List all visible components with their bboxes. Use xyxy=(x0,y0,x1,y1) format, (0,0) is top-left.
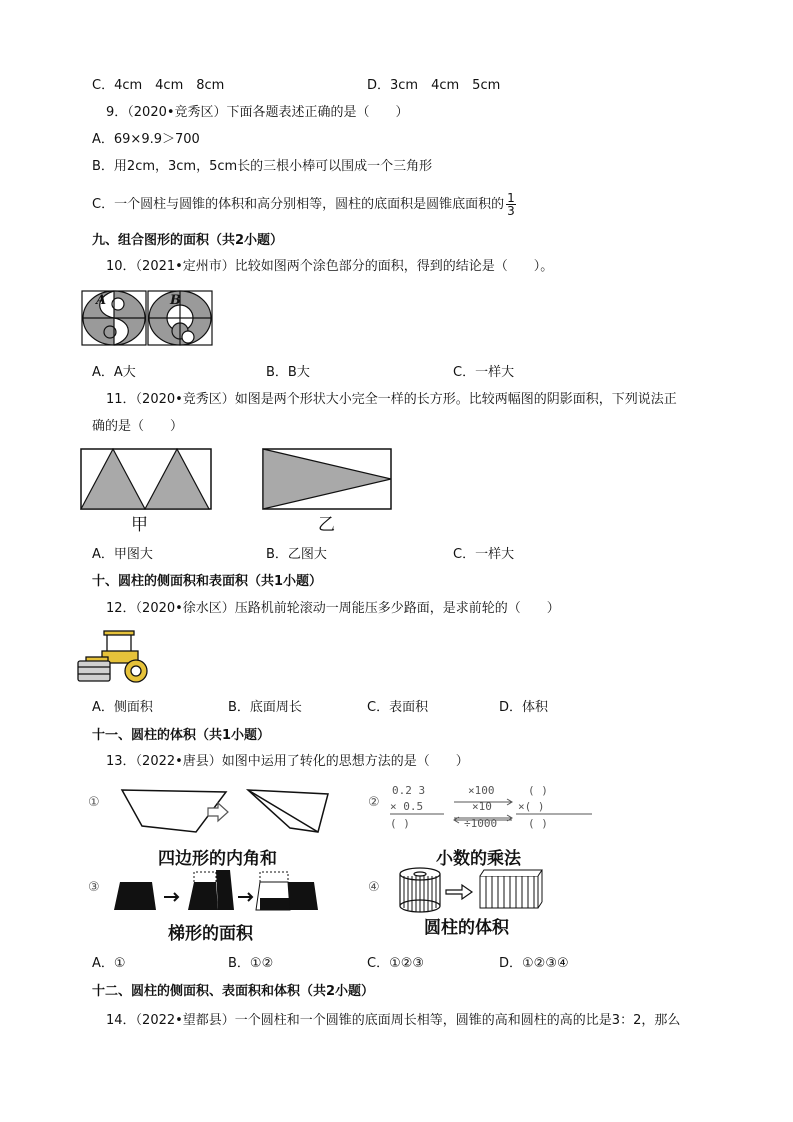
math-right-blank-3: ( ) xyxy=(528,817,548,830)
q11-label-jia: 甲 xyxy=(131,515,148,535)
arrow-right-icon xyxy=(446,885,472,899)
q9-option-c xyxy=(92,192,516,217)
q9-option-b: B．用2cm，3cm，5cm长的三根小棒可以围成一个三角形 xyxy=(92,159,433,174)
q13-option-b: B．①② xyxy=(228,956,274,971)
q12-option-d: D．体积 xyxy=(499,700,549,715)
q11-stem-line1: 11．（2020•竞秀区）如图是两个形状大小完全一样的长方形。比较两幅图的阴影面积，下列说法正 xyxy=(106,392,677,407)
q11-option-a: A．甲图大 xyxy=(92,547,153,562)
q11-stem-line2: 确的是（ ） xyxy=(92,419,184,434)
q10-figure xyxy=(80,287,214,349)
math-multiplicand: 0.2 3 xyxy=(392,784,426,797)
panel-4-caption: 圆柱的体积 xyxy=(424,918,509,938)
math-lines xyxy=(388,796,594,830)
q11-figure-yi xyxy=(262,448,392,510)
math-right-blank-1: ( ) xyxy=(528,784,548,797)
math-div-1000: ÷1000 xyxy=(464,817,498,830)
panel-2-caption: 小数的乘法 xyxy=(436,849,521,869)
q12-stem: 12．（2020•徐水区）压路机前轮滚动一周能压多少路面，是求前轮的（ ） xyxy=(106,601,560,616)
q10-option-c: C．一样大 xyxy=(453,365,515,380)
q12-option-b: B．底面周长 xyxy=(228,700,302,715)
q9-option-a: A．69×9.9＞700 xyxy=(92,132,200,147)
q13-option-d: D．①②③④ xyxy=(499,956,569,971)
arrow-right-icon xyxy=(164,893,178,901)
q11-option-c: C．一样大 xyxy=(453,547,515,562)
fraction-numerator: 1 xyxy=(507,191,515,205)
panel-3-number: ③ xyxy=(88,880,100,895)
q8-option-c: C．4cm 4cm 8cm xyxy=(92,78,225,93)
q10-option-b: B．B大 xyxy=(266,365,310,380)
q9-option-c-text: C．一个圆柱与圆锥的体积和高分别相等，圆柱的底面积是圆锥底面积的 xyxy=(92,197,505,212)
road-roller-icon xyxy=(76,627,152,687)
math-right-blank-2: ×( ) xyxy=(518,800,545,813)
panel-1-caption: 四边形的内角和 xyxy=(158,849,277,869)
math-multiplier: × 0.5 xyxy=(390,800,424,813)
math-left-blank: ( ) xyxy=(390,817,410,830)
q10-stem: 10．（2021•定州市）比较如图两个涂色部分的面积，得到的结论是（ ）。 xyxy=(106,259,554,274)
q12-option-a: A．侧面积 xyxy=(92,700,153,715)
panel-4-number: ④ xyxy=(368,880,380,895)
q12-option-c: C．表面积 xyxy=(367,700,429,715)
fraction-denominator: 3 xyxy=(507,204,515,218)
panel-3-trapezoids xyxy=(112,868,322,914)
section-heading-9: 九、组合图形的面积（共2小题） xyxy=(92,233,284,248)
panel-1-number: ① xyxy=(88,795,100,810)
q9-stem: 9．（2020•竞秀区）下面各题表述正确的是（ ） xyxy=(106,105,409,120)
q13-option-a: A．① xyxy=(92,956,126,971)
q14-stem: 14．（2022•望都县）一个圆柱和一个圆锥的底面周长相等，圆锥的高和圆柱的高的比是3：2，那么 xyxy=(106,1013,681,1028)
arrow-right-icon xyxy=(238,893,252,901)
fig-b-label: B xyxy=(170,293,181,308)
math-times-10: ×10 xyxy=(472,800,492,813)
q11-option-b: B．乙图大 xyxy=(266,547,327,562)
fraction xyxy=(506,192,516,217)
q11-figure-jia xyxy=(80,448,212,510)
fig-a-label: A xyxy=(96,293,107,308)
panel-1-quadrilaterals xyxy=(116,786,336,838)
panel-2-number: ② xyxy=(368,795,380,810)
math-times-100: ×100 xyxy=(468,784,495,797)
section-heading-11: 十一、圆柱的体积（共1小题） xyxy=(92,728,271,743)
q8-option-d: D．3cm 4cm 5cm xyxy=(367,78,501,93)
section-heading-12: 十二、圆柱的侧面积、表面积和体积（共2小题） xyxy=(92,984,375,999)
section-heading-10: 十、圆柱的侧面积和表面积（共1小题） xyxy=(92,574,323,589)
panel-3-caption: 梯形的面积 xyxy=(168,924,253,944)
q11-label-yi: 乙 xyxy=(318,515,335,535)
panel-4-cylinders xyxy=(396,864,544,916)
q13-stem: 13．（2022•唐县）如图中运用了转化的思想方法的是（ ） xyxy=(106,754,469,769)
q10-option-a: A．A大 xyxy=(92,365,136,380)
q13-option-c: C．①②③ xyxy=(367,956,425,971)
